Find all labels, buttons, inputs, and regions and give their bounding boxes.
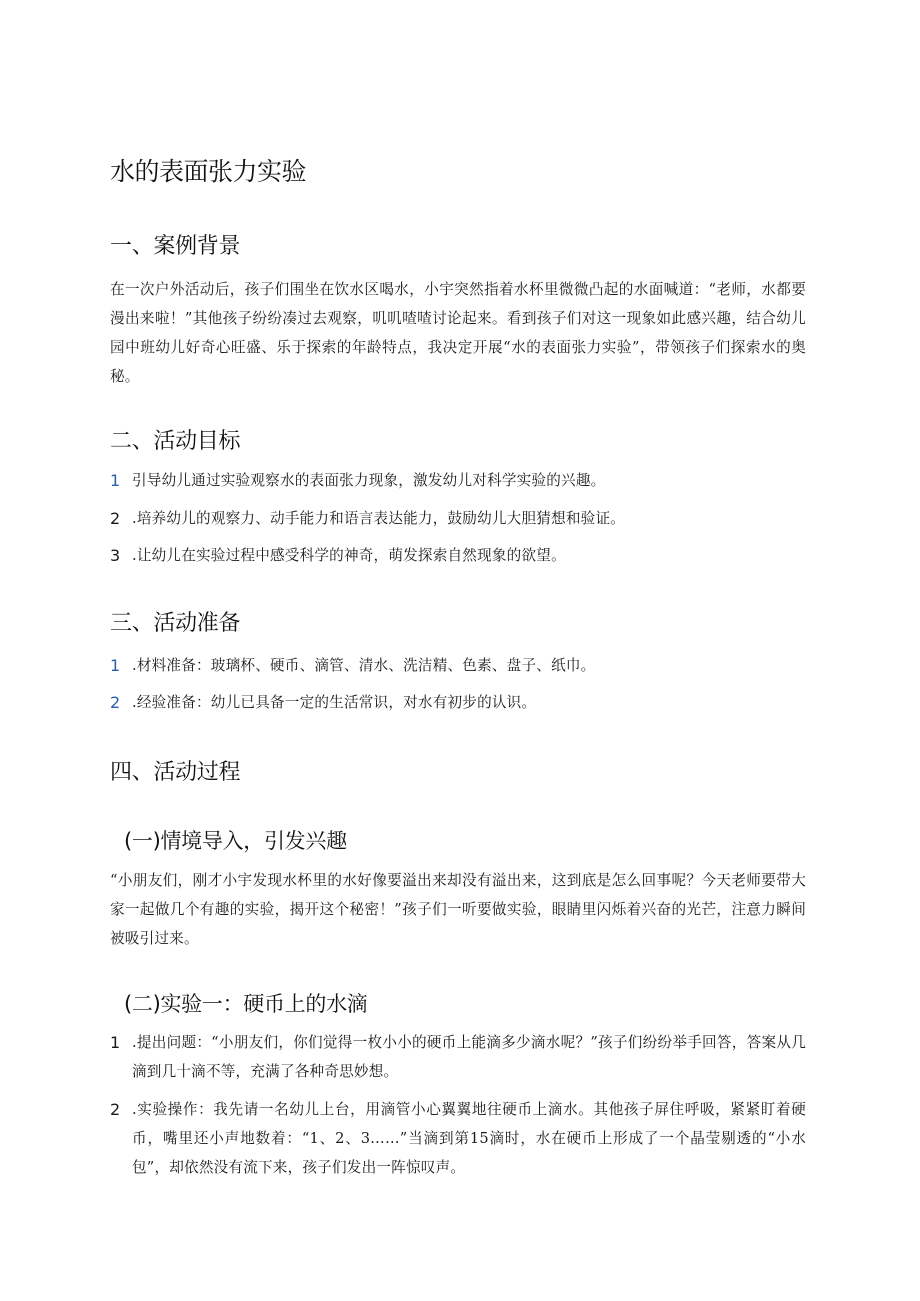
document-title: 水的表面张力实验	[110, 157, 307, 186]
list-text: .经验准备：幼儿已具备一定的生活常识，对水有初步的认识。	[132, 694, 537, 711]
experiment-step	[110, 1028, 806, 1086]
section-heading-preparation: 三、活动准备	[110, 611, 241, 636]
list-number: 3	[110, 546, 121, 565]
list-text: 引导幼儿通过实验观察水的表面张力现象，激发幼儿对科学实验的兴趣。	[132, 472, 606, 489]
section-heading-background: 一、案例背景	[110, 234, 241, 259]
list-number: 2	[110, 1100, 121, 1119]
goal-item	[110, 504, 806, 533]
experiment-step	[110, 1095, 806, 1182]
section-heading-goals: 二、活动目标	[110, 429, 241, 454]
goal-item	[110, 466, 806, 495]
list-number: 1	[110, 471, 121, 490]
list-text: .让幼儿在实验过程中感受科学的神奇，萌发探索自然现象的欲望。	[132, 547, 566, 564]
preparation-item	[110, 651, 806, 680]
list-number: 2	[110, 693, 121, 712]
list-number: 1	[110, 1033, 121, 1052]
subsection-heading-intro: (一)情境导入，引发兴趣	[124, 829, 347, 853]
intro-paragraph: “小朋友们，刚才小宇发现水杯里的水好像要溢出来却没有溢出来，这到底是怎么回事呢？今天老师要带大家一起做几个有趣的实验，揭开这个秘密！”孩子们一听要做实验，眼睛里闪烁着兴奋的光芒，注意力瞬间被吸引过来。	[110, 872, 806, 947]
list-text: .提出问题：“小朋友们，你们觉得一枚小小的硬币上能滴多少滴水呢？”孩子们纷纷举手回答，答案从几滴到几十滴不等，充满了各种奇思妙想。	[132, 1034, 806, 1080]
list-text: .实验操作：我先请一名幼儿上台，用滴管小心翼翼地往硬币上滴水。其他孩子屏住呼吸，紧紧盯着硬币，嘴里还小声地数着：“1、2、3……”当滴到第15滴时，水在硬币上形成了一个晶莹剔透的“小水包”，却依然没有流下来，孩子们发出一阵惊叹声。	[132, 1101, 806, 1176]
preparation-item	[110, 688, 806, 717]
subsection-heading-experiment-1: (二)实验一：硬币上的水滴	[124, 992, 368, 1016]
background-paragraph: 在一次户外活动后，孩子们围坐在饮水区喝水，小宇突然指着水杯里微微凸起的水面喊道：“老师，水都要漫出来啦！”其他孩子纷纷凑过去观察，叽叽喳喳讨论起来。看到孩子们对这一现象如此感兴趣，结合幼儿园中班幼儿好奇心旺盛、乐于探索的年龄特点，我决定开展“水的表面张力实验”，带领孩子们探索水的奥秘。	[110, 281, 806, 385]
list-text: .培养幼儿的观察力、动手能力和语言表达能力，鼓励幼儿大胆猜想和验证。	[132, 510, 626, 527]
section-heading-process: 四、活动过程	[110, 760, 241, 785]
list-number: 1	[110, 656, 121, 675]
list-number: 2	[110, 509, 121, 528]
list-text: .材料准备：玻璃杯、硬币、滴管、清水、洗洁精、色素、盘子、纸巾。	[132, 657, 596, 674]
goal-item	[110, 541, 806, 570]
